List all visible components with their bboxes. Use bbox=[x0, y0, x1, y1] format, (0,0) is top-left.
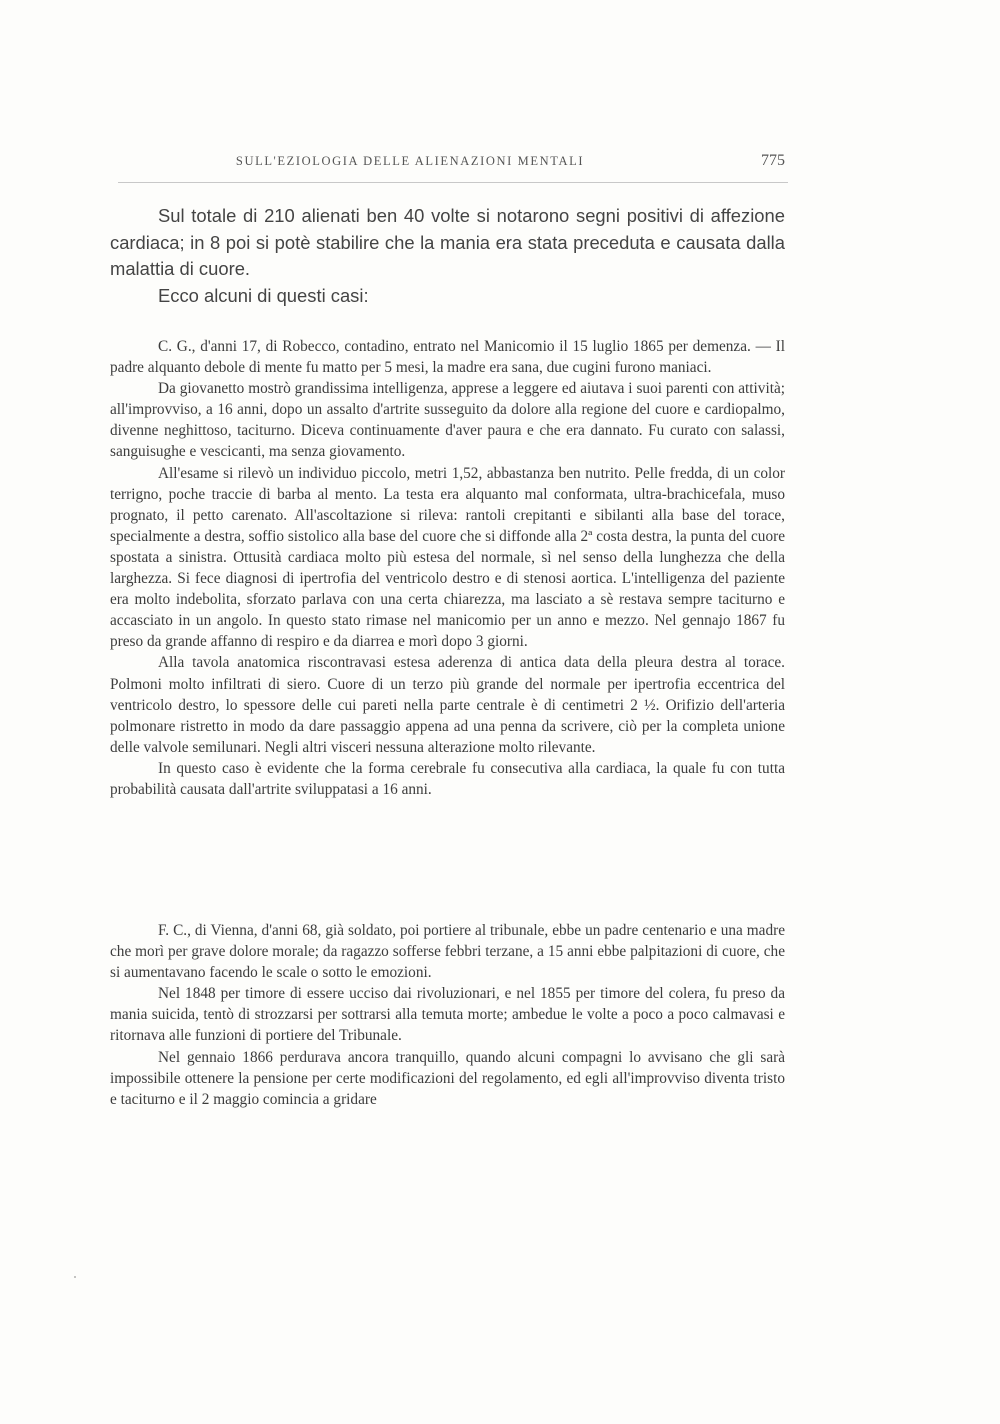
intro-paragraph: Ecco alcuni di questi casi: bbox=[158, 284, 369, 306]
case-paragraph: In questo caso è evidente che la forma cerebrale fu consecutiva alla cardiaca, la quale fu con tutta probabilità causata dall'artrite sviluppatasi a 16 anni. bbox=[110, 759, 785, 798]
intro-paragraph: Sul totale di 210 alienati ben 40 volte si notarono segni positivi di affezione cardiaca; in 8 poi si potè stabilire che la mania era stata preceduta e causata dalla malattia di cuore. bbox=[110, 205, 785, 279]
case-paragraph: All'esame si rilevò un individuo piccolo, metri 1,52, abbastanza ben nutrito. Pelle fredda, di un color terrigno, poche traccie di barba al mento. La testa era alquanto mal conformata, ultra-brachicefala, muso prognato, il petto carenato. All'ascoltazione si rileva: rantoli crepitanti e sibilanti alla base del torace, specialmente a destra, soffio sistolico alla base del cuore che si diffonde alla 2ª costa destra, la punta del cuore spostata a sinistra. Ottusità cardiaca molto più estesa del normale, sì nel senso della lunghezza che della larghezza. Si fece diagnosi di ipertrofia del ventricolo destro e di stenosi aortica. L'intelligenza del paziente era molto indebolita, sforzato parlava con una certa chiarezza, ma lasciato a sè restava sempre taciturno e accasciato in un angolo. In questo stato rimase nel manicomio per un anno e mezzo. Nel gennajo 1867 fu preso da grande affanno di respiro e da diarrea e morì dopo 3 giorni. bbox=[110, 464, 785, 651]
header-rule bbox=[118, 182, 788, 183]
case-paragraph: Alla tavola anatomica riscontravasi estesa aderenza di antica data della pleura destra al torace. Polmoni molto infiltrati di siero. Cuore di un terzo più grande del normale per ipertrofia eccentrica del ventricolo destro, lo spessore delle cui pareti nella parte centrale è di centimetri 2 ½. Orifizio dell'arteria polmonare ristretto in modo da dare passaggio appena ad una penna da scrivere, ciò per la completa unione delle valvole semilunari. Negli altri visceri nessuna alterazione molto rilevante. bbox=[110, 654, 785, 756]
page bbox=[110, 0, 785, 1424]
case-paragraph: Nel 1848 per timore di essere ucciso dai rivoluzionari, e nel 1855 per timore del colera, fu preso da mania suicida, tentò di strozzarsi per sottrarsi alla temuta morte; ambedue le volte a poco a poco calmavasi e ritornava alle funzioni di portiere del Tribunale. bbox=[110, 985, 785, 1045]
case-paragraph: Da giovanetto mostrò grandissima intelligenza, apprese a leggere ed aiutava i suoi parenti con attività; all'improvviso, a 16 anni, dopo un assalto d'artrite susseguito da dolore alla regione del cuore e cardiopalmo, divenne neghittoso, taciturno. Diceva continuamente d'aver paura e che era dannato. Fu curato con salassi, sanguisughe e vescicanti, ma senza giovamento. bbox=[110, 380, 785, 461]
case-one-section bbox=[110, 336, 785, 800]
running-title: SULL'EZIOLOGIA DELLE ALIENAZIONI MENTALI bbox=[235, 154, 585, 168]
running-head bbox=[110, 152, 785, 176]
case-two-section bbox=[110, 920, 785, 1110]
case-paragraph: F. C., di Vienna, d'anni 68, già soldato, poi portiere al tribunale, ebbe un padre centenario e una madre che morì per grave dolore morale; da ragazzo sofferse febbri terzane, a 15 anni ebbe palpitazioni di cuore, che si aumentavano facendo le scale o sotto le emozioni. bbox=[110, 922, 785, 982]
case-paragraph: Nel gennaio 1866 perdurava ancora tranquillo, quando alcuni compagni lo avvisano che gli sarà impossibile ottenere la pensione per certe modificazioni del regolamento, ed egli all'improvviso diventa tristo e taciturno e il 2 maggio comincia a gridare bbox=[110, 1048, 785, 1108]
page-number: 775 bbox=[761, 152, 785, 169]
case-paragraph: C. G., d'anni 17, di Robecco, contadino, entrato nel Manicomio il 15 luglio 1865 per demenza. — Il padre alquanto debole di mente fu matto per 5 mesi, la madre era sana, due cugini furono maniaci. bbox=[110, 338, 785, 377]
paper-speck bbox=[74, 1276, 76, 1278]
intro-section bbox=[110, 203, 785, 309]
